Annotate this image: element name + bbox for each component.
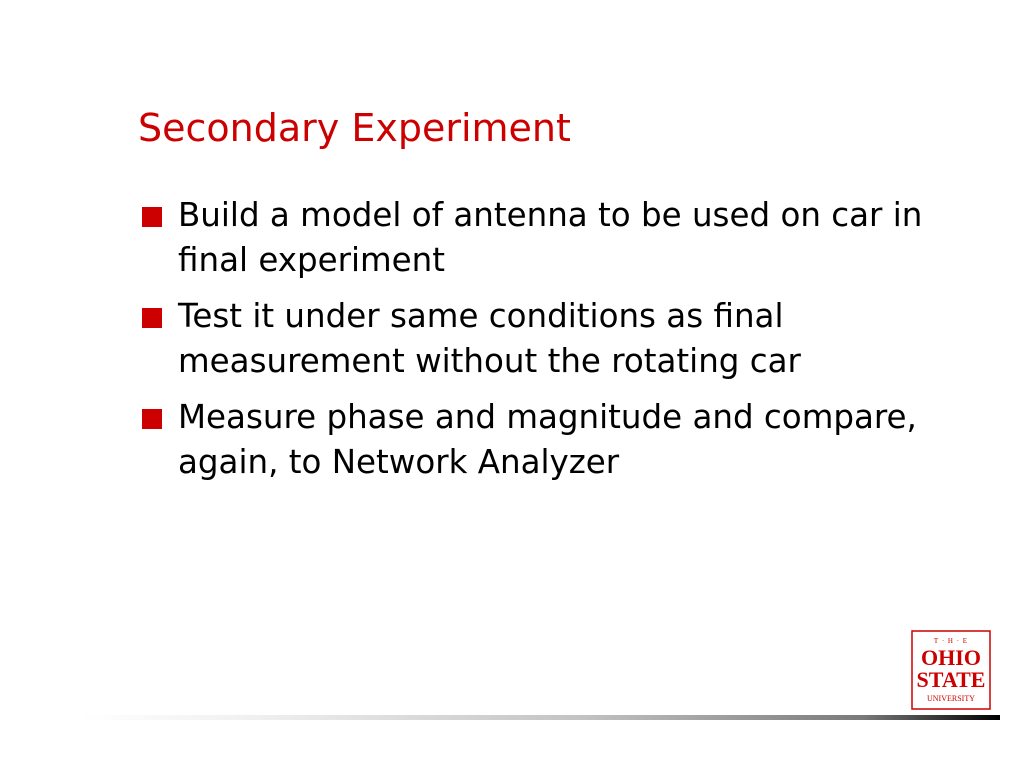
bullet-list xyxy=(140,193,1000,496)
bullet-text: Build a model of antenna to be used on car in final experiment xyxy=(178,196,923,279)
bullet-item xyxy=(140,395,1000,485)
logo-line-the: T · H · E xyxy=(933,637,969,645)
logo-line-university: UNIVERSITY xyxy=(927,694,975,703)
footer-gradient-rule xyxy=(80,715,1000,720)
square-bullet-icon xyxy=(142,308,162,328)
square-bullet-icon xyxy=(142,207,162,227)
bullet-text: Test it under same conditions as final measurement without the rotating car xyxy=(178,297,801,380)
logo-line-ohio: OHIO xyxy=(921,645,981,670)
logo-line-state: STATE xyxy=(916,667,986,692)
ohio-state-logo-icon xyxy=(911,630,991,710)
bullet-item xyxy=(140,294,1000,384)
square-bullet-icon xyxy=(142,409,162,429)
bullet-text: Measure phase and magnitude and compare, again, to Network Analyzer xyxy=(178,398,917,481)
bullet-item xyxy=(140,193,1000,283)
slide-title: Secondary Experiment xyxy=(138,106,571,150)
